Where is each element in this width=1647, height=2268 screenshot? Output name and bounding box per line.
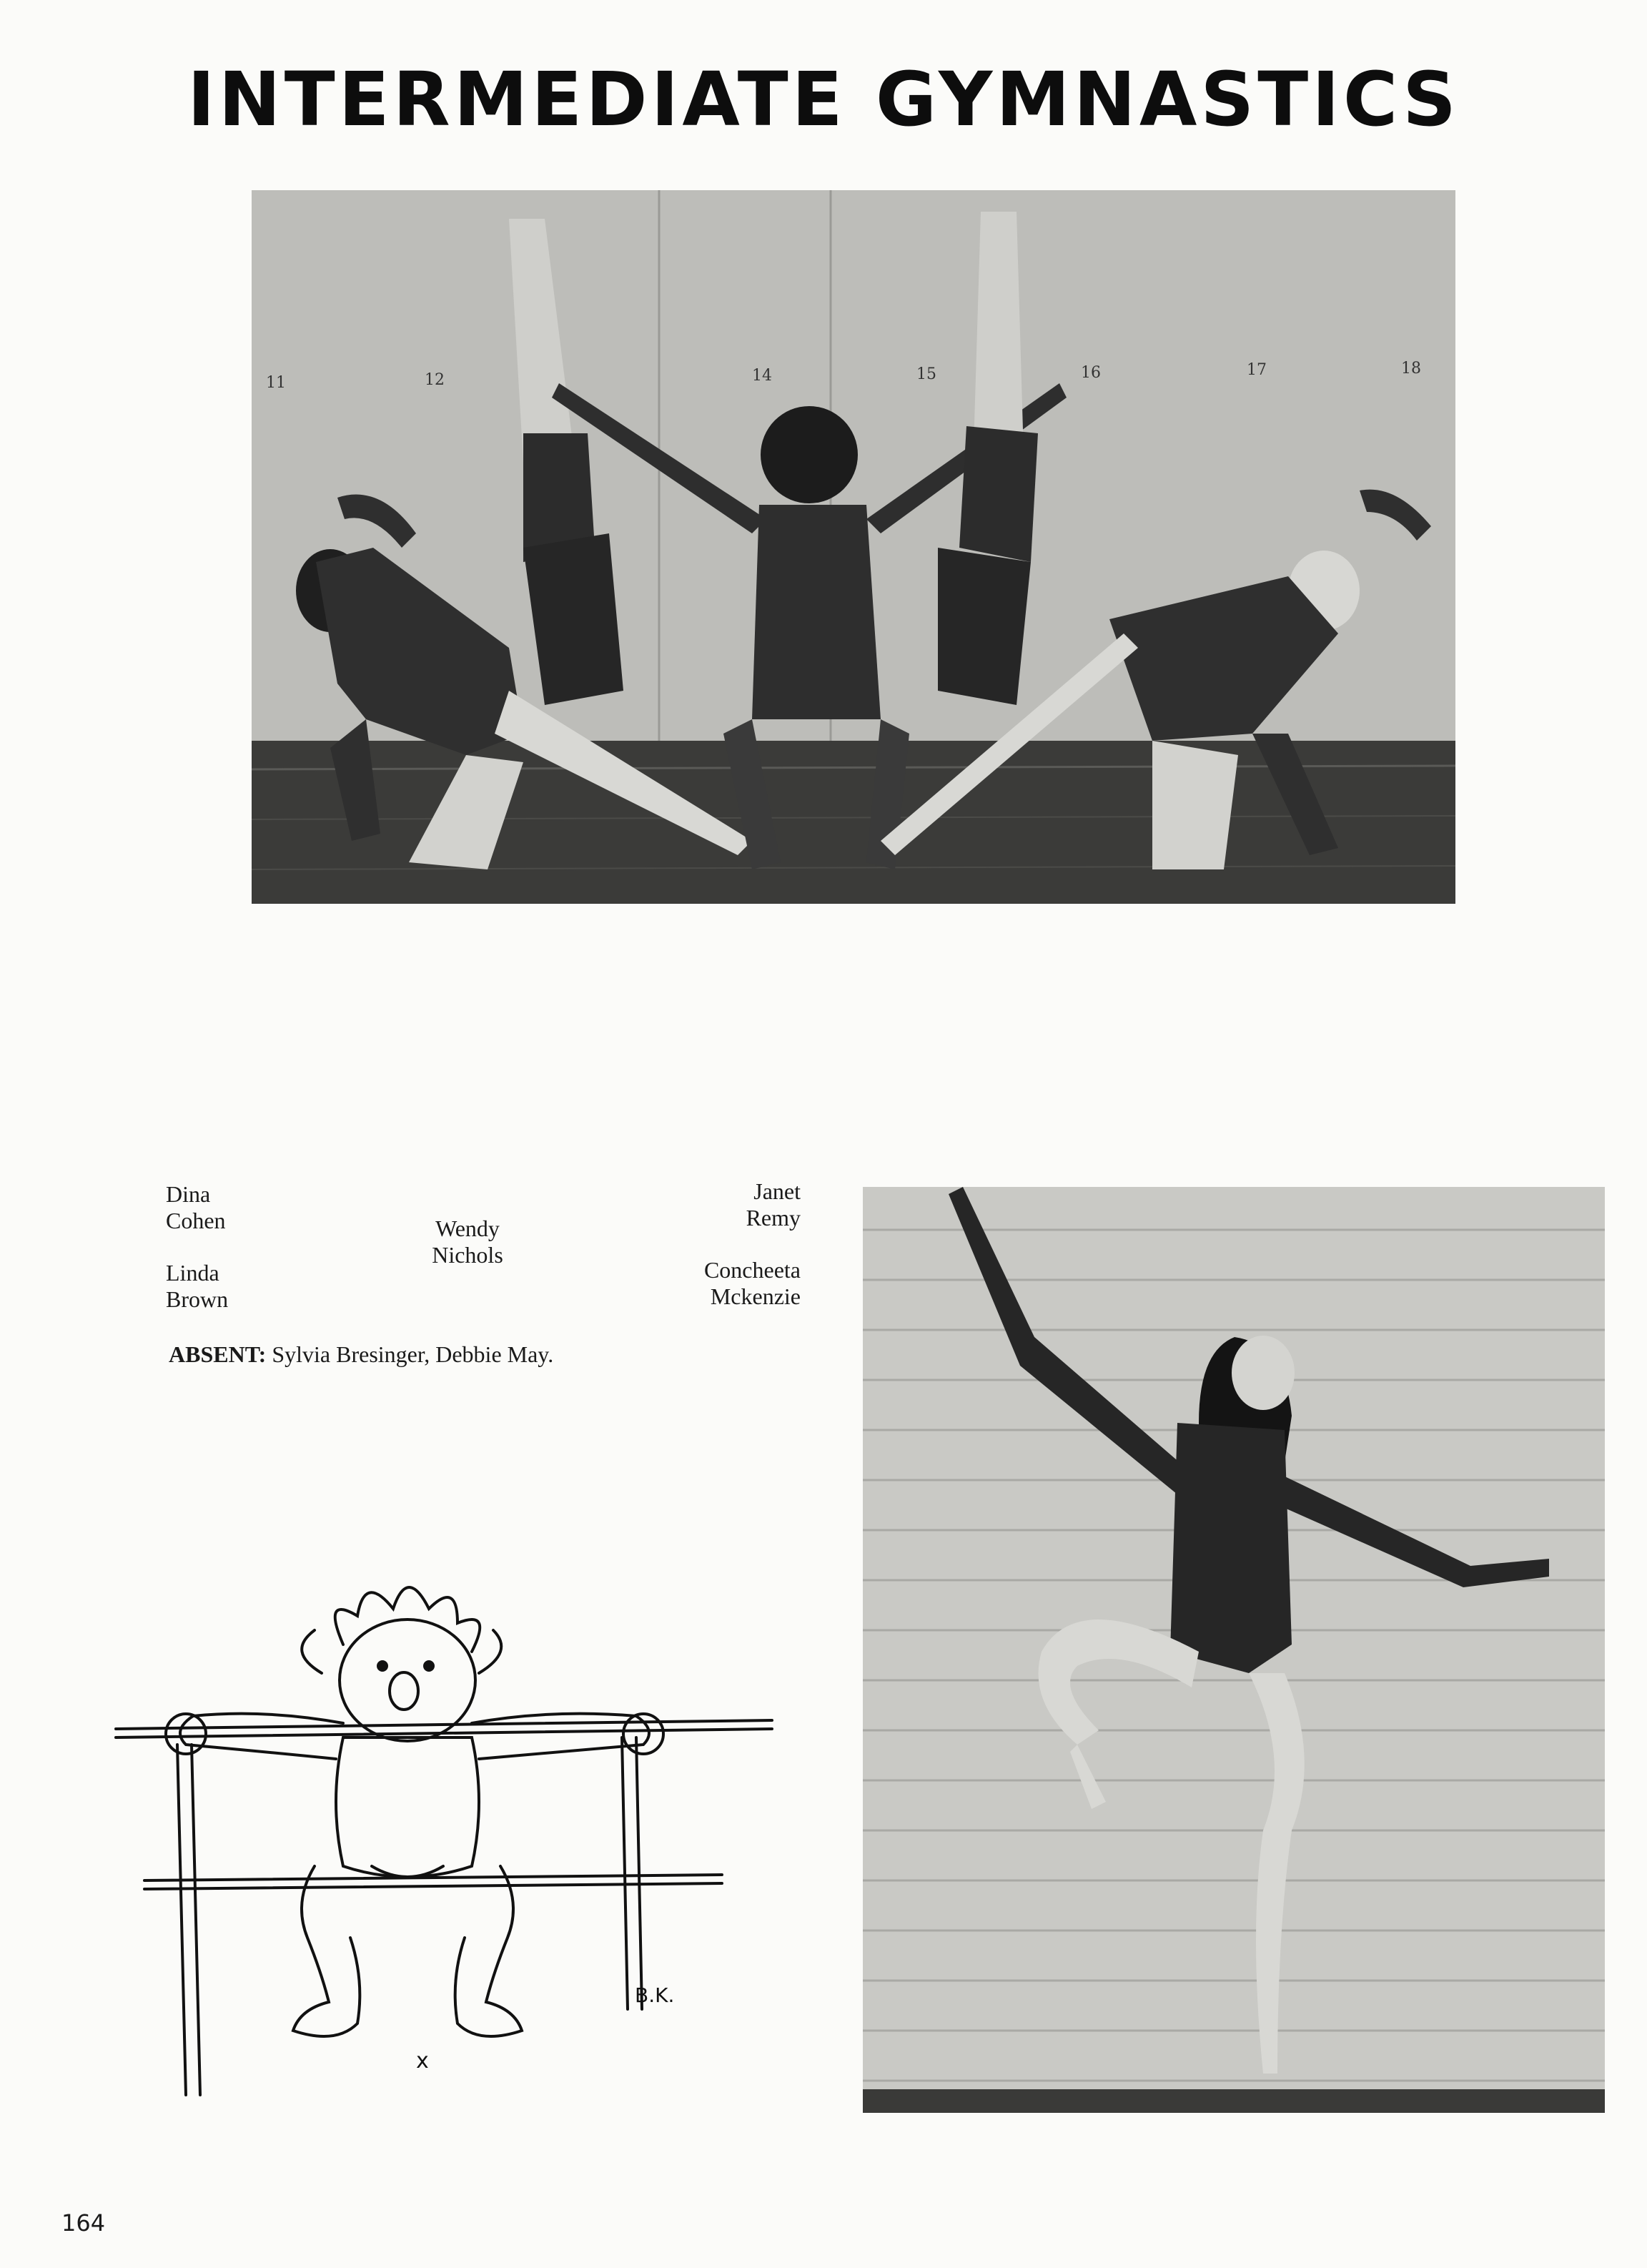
cartoon-drawing <box>107 1566 786 2109</box>
page-number: 164 <box>61 2209 106 2237</box>
cartoon-signature: B.K. <box>635 1983 675 2007</box>
wall-number: 12 <box>425 371 445 389</box>
wall-number: 18 <box>1401 360 1421 378</box>
wall-number: 11 <box>266 374 286 392</box>
wall-number: 16 <box>1081 364 1101 382</box>
solo-gymnast-photo <box>863 1187 1605 2113</box>
caption-dina-cohen: Dina Cohen <box>166 1181 226 1233</box>
group-gymnastics-photo <box>252 190 1455 904</box>
caption-concheeta-mckenzie: Concheeta Mckenzie <box>703 1257 801 1309</box>
cartoon-mark: x <box>416 2048 429 2074</box>
absent-label: ABSENT: <box>169 1341 267 1367</box>
wall-number: 17 <box>1247 361 1267 379</box>
caption-janet-remy: Janet Remy <box>746 1178 801 1231</box>
wall-number: 14 <box>752 367 772 385</box>
wall-number: 15 <box>916 365 936 383</box>
absent-line <box>169 1341 553 1368</box>
caption-wendy-nichols: Wendy Nichols <box>432 1216 503 1268</box>
page-title: INTERMEDIATE GYMNASTICS <box>187 56 1460 143</box>
caption-linda-brown: Linda Brown <box>166 1260 229 1312</box>
absent-names: Sylvia Bresinger, Debbie May. <box>272 1341 554 1367</box>
